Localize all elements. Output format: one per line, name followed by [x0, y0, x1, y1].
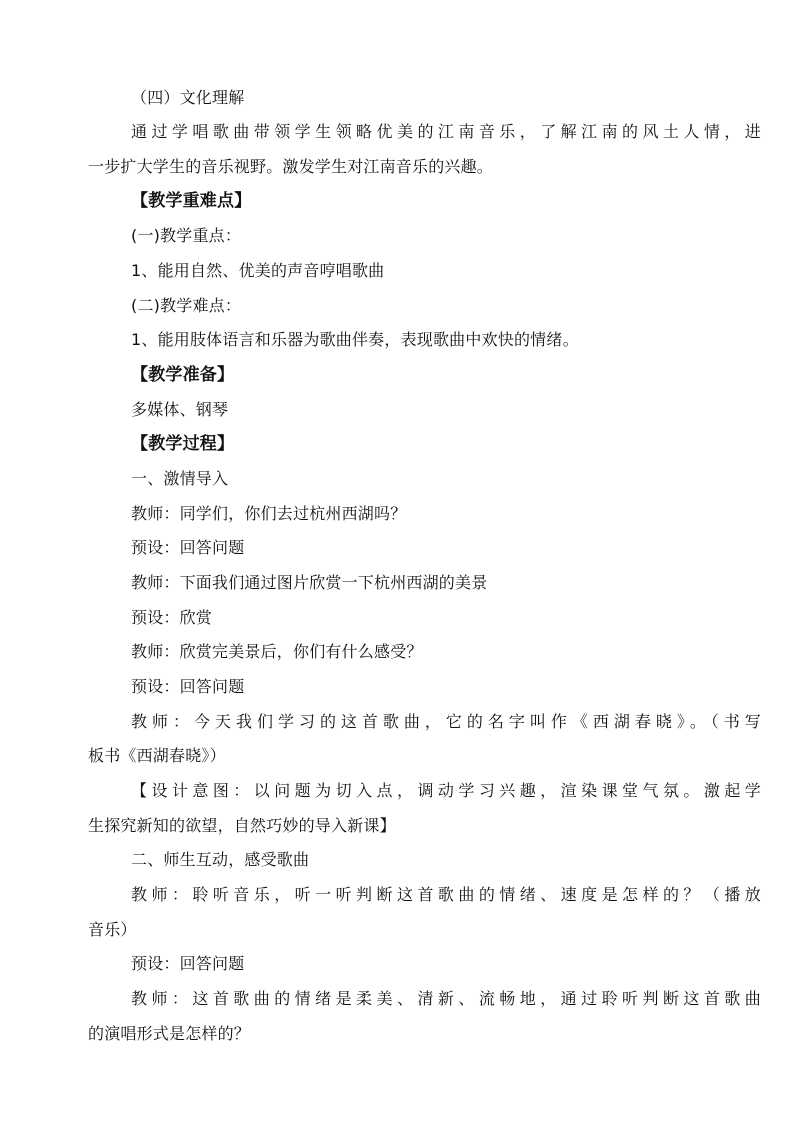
dialogue-line: 预设：欣赏	[131, 608, 213, 627]
dialogue-line: 教师：这首歌曲的情绪是柔美、清新、流畅地，通过聆听判断这首歌曲	[131, 989, 761, 1008]
subheading-key-point: (一)教学重点：	[131, 226, 242, 245]
dialogue-line: 音乐）	[88, 920, 137, 939]
process-step-heading: 一、激情导入	[131, 469, 229, 488]
subheading-difficult-point: (二)教学难点：	[131, 296, 242, 315]
dialogue-line: 板书《西湖春晓》）	[88, 746, 226, 765]
design-intent-note: 生探究新知的欲望，自然巧妙的导入新课】	[88, 816, 396, 835]
design-intent-note: 【设计意图：以问题为切入点，调动学习兴趣，渲染课堂气氛。激起学	[131, 781, 761, 800]
heading-teaching-preparation: 【教学准备】	[131, 365, 235, 385]
dialogue-line: 预设：回答问题	[131, 954, 245, 973]
preparation-items: 多媒体、钢琴	[131, 400, 229, 419]
heading-teaching-process: 【教学过程】	[131, 434, 235, 454]
dialogue-line: 教师：聆听音乐，听一听判断这首歌曲的情绪、速度是怎样的？（播放	[131, 885, 761, 904]
dialogue-line: 的演唱形式是怎样的？	[88, 1024, 251, 1043]
process-step-heading: 二、师生互动，感受歌曲	[131, 850, 310, 869]
dialogue-line: 教师：欣赏完美景后，你们有什么感受？	[131, 642, 423, 661]
dialogue-line: 教师：同学们，你们去过杭州西湖吗？	[131, 504, 407, 523]
dialogue-line: 预设：回答问题	[131, 538, 245, 557]
paragraph-line: 一步扩大学生的音乐视野。激发学生对江南音乐的兴趣。	[88, 157, 494, 176]
dialogue-line: 教师：今天我们学习的这首歌曲，它的名字叫作《西湖春晓》。（书写	[131, 712, 761, 731]
dialogue-line: 预设：回答问题	[131, 677, 245, 696]
dialogue-line: 教师：下面我们通过图片欣赏一下杭州西湖的美景	[131, 573, 488, 592]
heading-teaching-key-points: 【教学重难点】	[131, 191, 252, 211]
list-item: 1、能用肢体语言和乐器为歌曲伴奏，表现歌曲中欢快的情绪。	[131, 330, 579, 349]
list-item: 1、能用自然、优美的声音哼唱歌曲	[131, 261, 385, 280]
section-heading-cultural-understanding: （四）文化理解	[131, 88, 245, 107]
paragraph-line: 通过学唱歌曲带领学生领略优美的江南音乐，了解江南的风土人情，进	[131, 122, 761, 141]
